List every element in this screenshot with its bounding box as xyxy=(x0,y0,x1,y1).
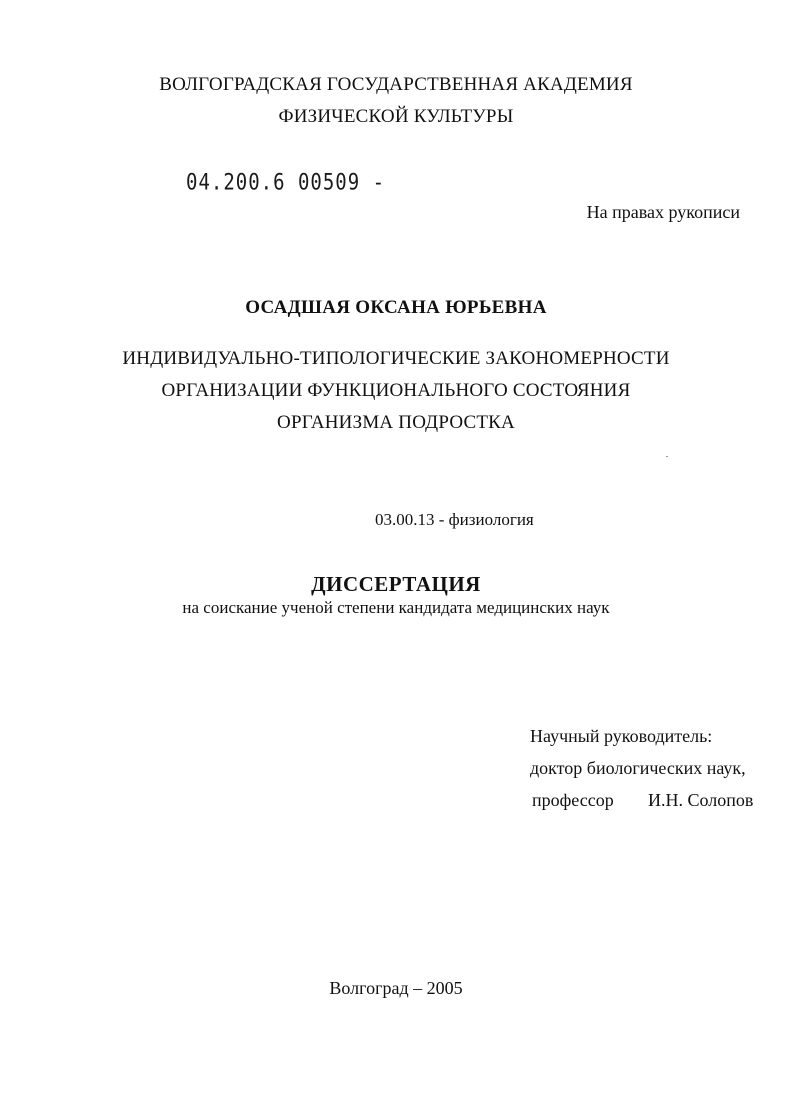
author-name: ОСАДШАЯ ОКСАНА ЮРЬЕВНА xyxy=(245,297,547,318)
registration-stamp: 04.200.6 00509 - xyxy=(186,170,386,196)
dissertation-title-line-3: ОРГАНИЗМА ПОДРОСТКА xyxy=(277,412,515,433)
supervisor-label: Научный руководитель: xyxy=(530,726,713,746)
institution-line-1: ВОЛГОГРАДСКАЯ ГОСУДАРСТВЕННАЯ АКАДЕМИЯ xyxy=(159,74,633,95)
institution-line-2: ФИЗИЧЕСКОЙ КУЛЬТУРЫ xyxy=(278,106,514,127)
dissertation-title-line-2: ОРГАНИЗАЦИИ ФУНКЦИОНАЛЬНОГО СОСТОЯНИЯ xyxy=(161,380,631,401)
dissertation-title-line-1: ИНДИВИДУАЛЬНО-ТИПОЛОГИЧЕСКИЕ ЗАКОНОМЕРНОСТИ xyxy=(122,348,670,369)
city-year: Волгоград – 2005 xyxy=(329,978,463,998)
supervisor-degree: доктор биологических наук, xyxy=(530,758,746,778)
supervisor-name: И.Н. Солопов xyxy=(648,790,754,810)
degree-statement: на соискание ученой степени кандидата медицинских наук xyxy=(182,598,610,617)
document-type: ДИССЕРТАЦИЯ xyxy=(311,572,481,596)
scan-speck xyxy=(666,456,668,457)
supervisor-rank: профессор xyxy=(532,790,614,810)
manuscript-note: На правах рукописи xyxy=(586,202,740,222)
specialty-code: 03.00.13 - физиология xyxy=(375,510,534,529)
